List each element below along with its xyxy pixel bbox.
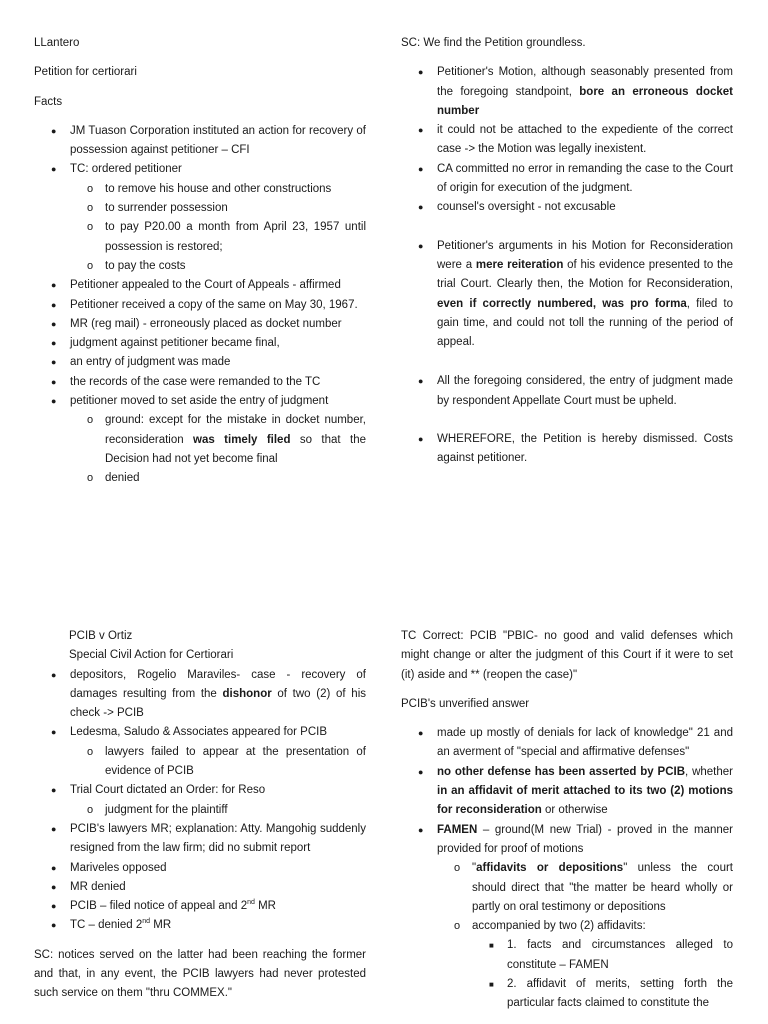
list-item: ● Ledesma, Saludo & Associates appeared for PCIB <box>51 726 327 739</box>
facts-list <box>34 122 366 489</box>
list-item: ■ 2. affidavit of merits, setting forth the particular facts claimed to constitute the <box>489 978 733 1010</box>
answer-heading: PCIB's unverified answer <box>401 697 530 710</box>
list-item: o to pay P20.00 a month from April 23, 1957 until possession is restored; <box>87 221 366 253</box>
facts-list <box>34 666 366 936</box>
case-name: PCIB v Ortiz <box>69 630 133 642</box>
list-item: ● an entry of judgment was made <box>51 356 231 369</box>
list-item: ● PCIB – filed notice of appeal and 2nd MR <box>51 899 276 913</box>
list-item: ● judgment against petitioner became final, <box>51 337 280 350</box>
tc-correct: TC Correct: PCIB "PBIC- no good and valid defenses which might change or alter the judgment of this Court if it were to set (it) aside and ** (reopen the case)" <box>401 630 733 681</box>
list-item: ● petitioner moved to set aside the entry of judgment <box>51 395 329 408</box>
case-type: Petition for certiorari <box>34 66 137 79</box>
list-item: o accompanied by two (2) affidavits: <box>454 920 646 933</box>
list-item: ● MR denied <box>51 880 126 893</box>
list-item: ● JM Tuason Corporation instituted an action for recovery of possession against petitioner – CFI <box>51 124 366 157</box>
list-item: ● Petitioner appealed to the Court of Appeals - affirmed <box>51 279 341 292</box>
list-item: o to remove his house and other constructions <box>87 182 332 195</box>
list-item: o denied <box>87 472 140 485</box>
facts-heading: Facts <box>34 95 63 108</box>
list-item: ■ 1. facts and circumstances alleged to constitute – FAMEN <box>489 939 733 971</box>
list-item: ● PCIB's lawyers MR; explanation: Atty. Mangohig suddenly resigned from the law firm; did no submit report <box>51 822 366 855</box>
list-item: o "affidavits or depositions" unless the court should direct that "the matter be heard wholly or partly on oral testimony or depositions <box>454 862 733 913</box>
sc-heading: SC: We find the Petition groundless. <box>401 37 586 49</box>
llantero-ruling-column <box>401 34 733 469</box>
list-item: ● it could not be attached to the expediente of the correct case -> the Motion was legally inexistent. <box>418 124 733 156</box>
pcib-facts-column <box>34 627 366 1014</box>
list-item: ● Petitioner's arguments in his Motion for Reconsideration were a mere reiteration of his evidence presented to the trial Court. Clearly then, the Motion for Reconsideration, even if correctly numbered, was pro forma, filed to gain time, and could not toll the running of the period of appeal. <box>418 239 733 349</box>
list-item: ● FAMEN – ground(M new Trial) - proved in the manner provided for proof of motions <box>418 823 733 855</box>
list-item: ● Trial Court dictated an Order: for Reso <box>51 784 266 797</box>
list-item: o ground: except for the mistake in docket number, reconsideration was timely filed so that the Decision had not yet become final <box>87 414 366 465</box>
pcib-ruling-column <box>401 627 733 1014</box>
list-item: ● TC – denied 2nd MR <box>51 918 172 932</box>
case-type: Special Civil Action for Certiorari <box>69 649 234 662</box>
list-item: ● TC: ordered petitioner <box>51 163 182 176</box>
list-item: ● counsel's oversight - not excusable <box>418 201 616 214</box>
list-item: o lawyers failed to appear at the presentation of evidence of PCIB <box>87 745 366 778</box>
list-item: ● made up mostly of denials for lack of knowledge" 21 and an averment of "special and affirmative defenses" <box>418 727 733 759</box>
list-item: o judgment for the plaintiff <box>87 803 228 816</box>
list-item: ● WHEREFORE, the Petition is hereby dismissed. Costs against petitioner. <box>418 433 733 465</box>
list-item: o to surrender possession <box>87 202 228 215</box>
list-item: o to pay the costs <box>87 259 186 272</box>
answer-list <box>401 724 733 1013</box>
list-item: ● Petitioner received a copy of the same on May 30, 1967. <box>51 298 358 311</box>
sc-note: SC: notices served on the latter had been reaching the former and that, in any event, the PCIB lawyers had never protested such service on them "thru COMMEX." <box>34 948 366 1000</box>
list-item: ● MR (reg mail) - erroneously placed as docket number <box>51 317 342 330</box>
list-item: ● no other defense has been asserted by PCIB, whether in an affidavit of merit attached to its two (2) motions for reconsideration or otherwise <box>418 765 733 817</box>
list-item: ● All the foregoing considered, the entry of judgment made by respondent Appellate Court must be upheld. <box>418 375 733 407</box>
ruling-list <box>401 63 733 468</box>
case-name: LLantero <box>34 37 80 49</box>
list-item: ● depositors, Rogelio Maraviles- case - recovery of damages resulting from the dishonor of two (2) of his check -> PCIB <box>51 668 366 720</box>
list-item: ● CA committed no error in remanding the case to the Court of origin for execution of the judgment. <box>418 162 733 195</box>
list-item: ● Petitioner's Motion, although seasonably presented from the foregoing standpoint, bore an erroneous docket number <box>418 66 733 117</box>
list-item: ● Mariveles opposed <box>51 861 167 874</box>
list-item: ● the records of the case were remanded to the TC <box>51 375 321 388</box>
llantero-facts-column <box>34 34 366 489</box>
